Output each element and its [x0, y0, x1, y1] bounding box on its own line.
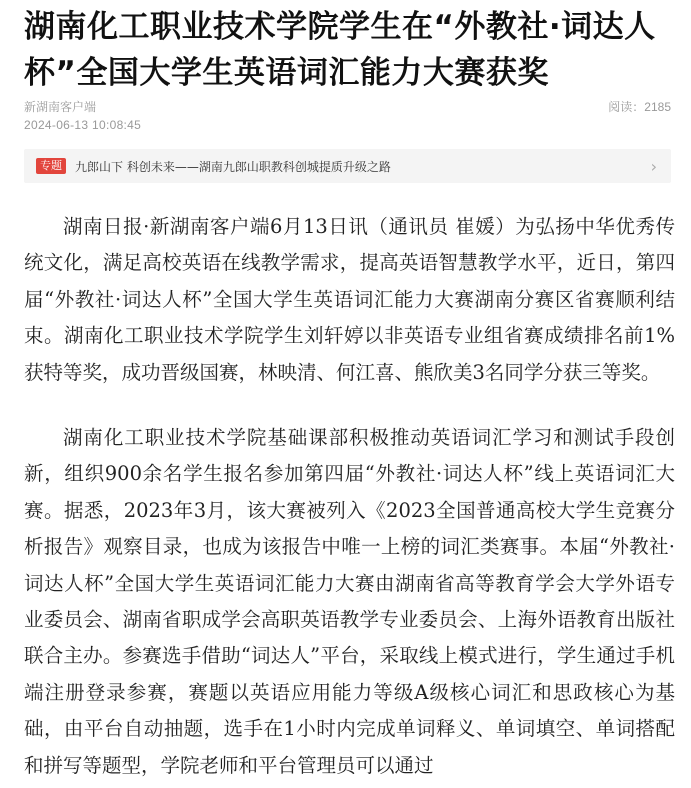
article-timestamp: 2024-06-13 10:08:45 — [24, 118, 142, 132]
paragraph: 湖南日报·新湖南客户端6月13日讯（通讯员 崔媛）为弘扬中华优秀传统文化，满足高校英语在线教学需求，提高英语智慧教学水平，近日，第四届“外教社·词达人杯”全国大学生英语词汇能力大赛湖南分赛区省赛顺利结束。湖南化工职业技术学院学生刘轩婷以非英语专业组省赛成绩排名前1%获特等奖，成功晋级国赛，林映清、何江喜、熊欣美3名同学分获三等奖。 — [24, 215, 675, 384]
article-body — [24, 209, 675, 788]
topic-title[interactable]: 九郎山下 科创未来——湖南九郎山职教科创城提质升级之路 — [75, 159, 391, 174]
paragraph: 湖南化工职业技术学院基础课部积极推动英语词汇学习和测试手段创新，组织900余名学生报名参加第四届“外教社·词达人杯”线上英语词汇大赛。据悉，2023年3月，该大赛被列入《2023全国普通高校大学生竞赛分析报告》观察目录，也成为该报告中唯一上榜的词汇类赛事。本届“外教社·词达人杯”全国大学生英语词汇能力大赛由湖南省高等教育学会大学外语专业委员会、湖南省职成学会高职英语教学专业委员会、上海外语教育出版社联合主办。参赛选手借助“词达人”平台，采取线上模式进行，学生通过手机端注册登录参赛，赛题以英语应用能力等级A级核心词汇和思政核心为基础，由平台自动抽题，选手在1小时内完成单词释义、单词填空、单词搭配和拼写等题型，学院老师和平台管理员可以通过 — [24, 426, 675, 777]
article-source: 新湖南客户端 — [24, 100, 97, 114]
article-title: 湖南化工职业技术学院学生在“外教社·词达人杯”全国大学生英语词汇能力大赛获奖 — [24, 9, 656, 91]
read-count-value: 2185 — [644, 100, 671, 114]
topic-badge: 专题 — [36, 158, 66, 174]
read-count — [608, 98, 671, 115]
chevron-right-icon[interactable]: › — [650, 156, 657, 176]
topic-link[interactable] — [24, 149, 671, 183]
read-count-label: 阅读： — [608, 100, 645, 114]
article-meta — [24, 98, 671, 138]
